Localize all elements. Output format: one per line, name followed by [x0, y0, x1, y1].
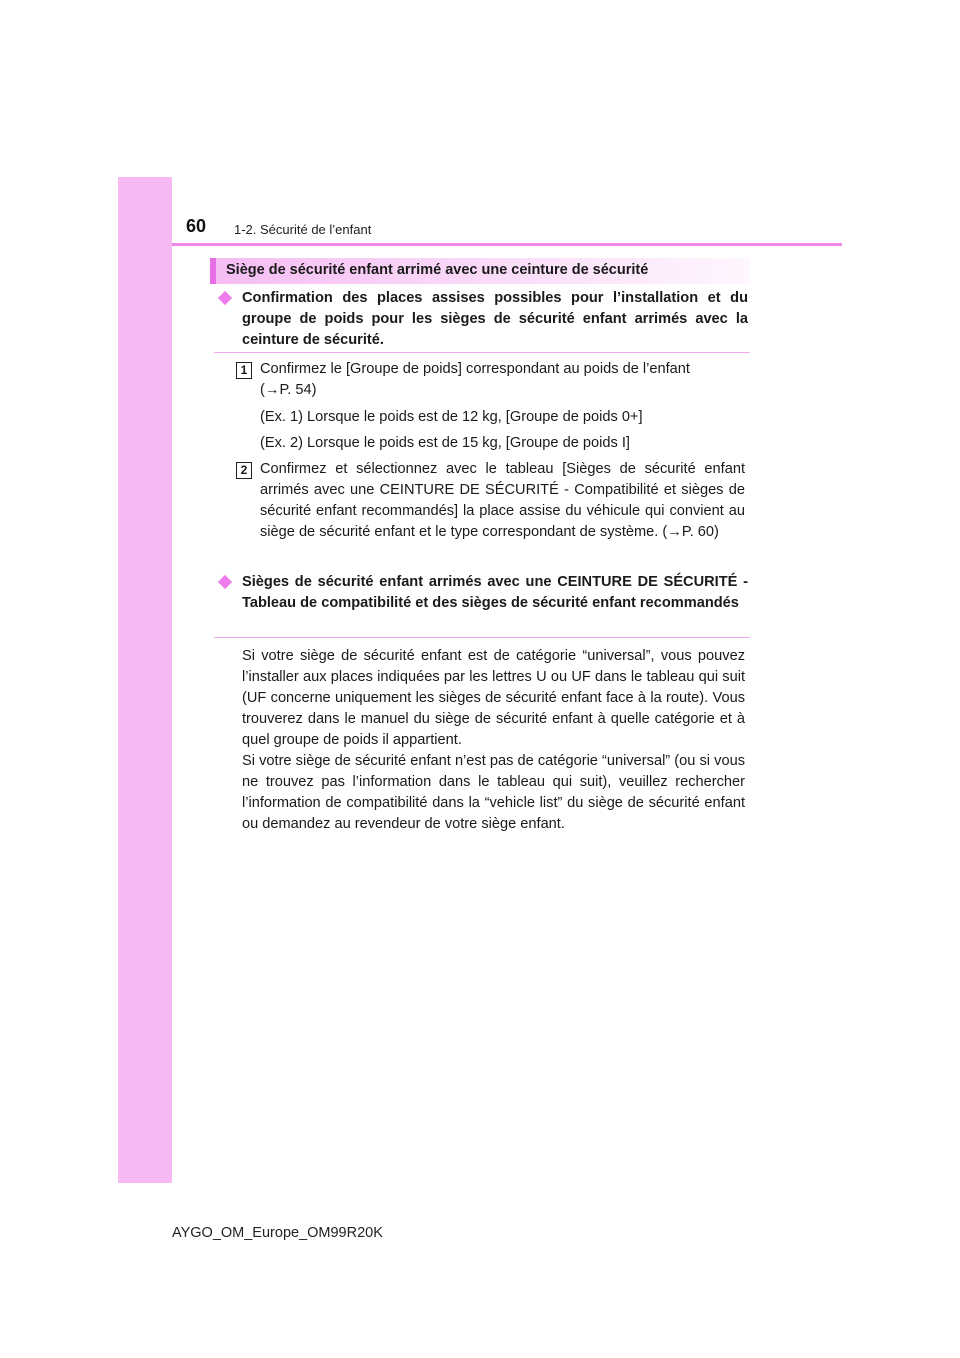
header-rule: [172, 243, 842, 246]
step-number-1: 1: [236, 362, 252, 379]
bullet-heading-1: [218, 288, 748, 351]
footer-code: AYGO_OM_Europe_OM99R20K: [172, 1225, 383, 1241]
step-1-example-1: (Ex. 1) Lorsque le poids est de 12 kg, [Groupe de poids 0+]: [260, 409, 643, 425]
step-1-example-2: (Ex. 2) Lorsque le poids est de 15 kg, [Groupe de poids I]: [260, 435, 630, 451]
box-heading: [210, 258, 750, 284]
page-number: 60: [186, 216, 207, 236]
bullet-1-rule: [214, 352, 750, 353]
diamond-bullet-icon: [218, 291, 232, 305]
section-title: 1-2. Sécurité de l’enfant: [234, 222, 372, 237]
step-1-text: Confirmez le [Groupe de poids] correspondant au poids de l’enfant (→P. 54): [260, 361, 690, 398]
box-heading-text: Siège de sécurité enfant arrimé avec une ceinture de sécurité: [226, 262, 649, 278]
diamond-bullet-icon: [218, 575, 232, 589]
step-2-text: Confirmez et sélectionnez avec le tableau [Sièges de sécurité enfant arrimés avec une CEINTURE DE SÉCURITÉ - Compatibilité et sièges de sécurité enfant recommandés] la place assise du véhicule qui convient au siège de sécurité enfant et le type correspondant de système. (→P. 60): [260, 461, 745, 540]
bullet-heading-1-text: Confirmation des places assises possibles pour l’installation et du groupe de poids pour les sièges de sécurité enfant arrimés avec la ceinture de sécurité.: [242, 290, 748, 348]
bullet-heading-2: [218, 572, 748, 614]
bullet-heading-2-text: Sièges de sécurité enfant arrimés avec une CEINTURE DE SÉCURITÉ - Tableau de compatibilité et des sièges de sécurité enfant recommandés: [242, 574, 748, 611]
side-tab-bar: [118, 177, 172, 1183]
step-number-2: 2: [236, 462, 252, 479]
bullet-2-rule: [214, 637, 750, 638]
paragraph-universal: Si votre siège de sécurité enfant est de catégorie “universal”, vous pouvez l’installer aux places indiquées par les lettres U ou UF dans le tableau qui suit (UF concerne uniquement les sièges de sécurité enfant face à la route). Vous trouverez dans le manuel du siège de sécurité enfant à quelle catégorie et à quel groupe de poids il appartient.: [242, 648, 745, 748]
paragraph-vehicle-list: Si votre siège de sécurité enfant n’est pas de catégorie “universal” (ou si vous ne trouvez pas l’information dans le tableau qui suit), veuillez rechercher l’information de compatibilité dans la “vehicle list” du siège de sécurité enfant ou demandez au revendeur de votre siège enfant.: [242, 753, 745, 832]
